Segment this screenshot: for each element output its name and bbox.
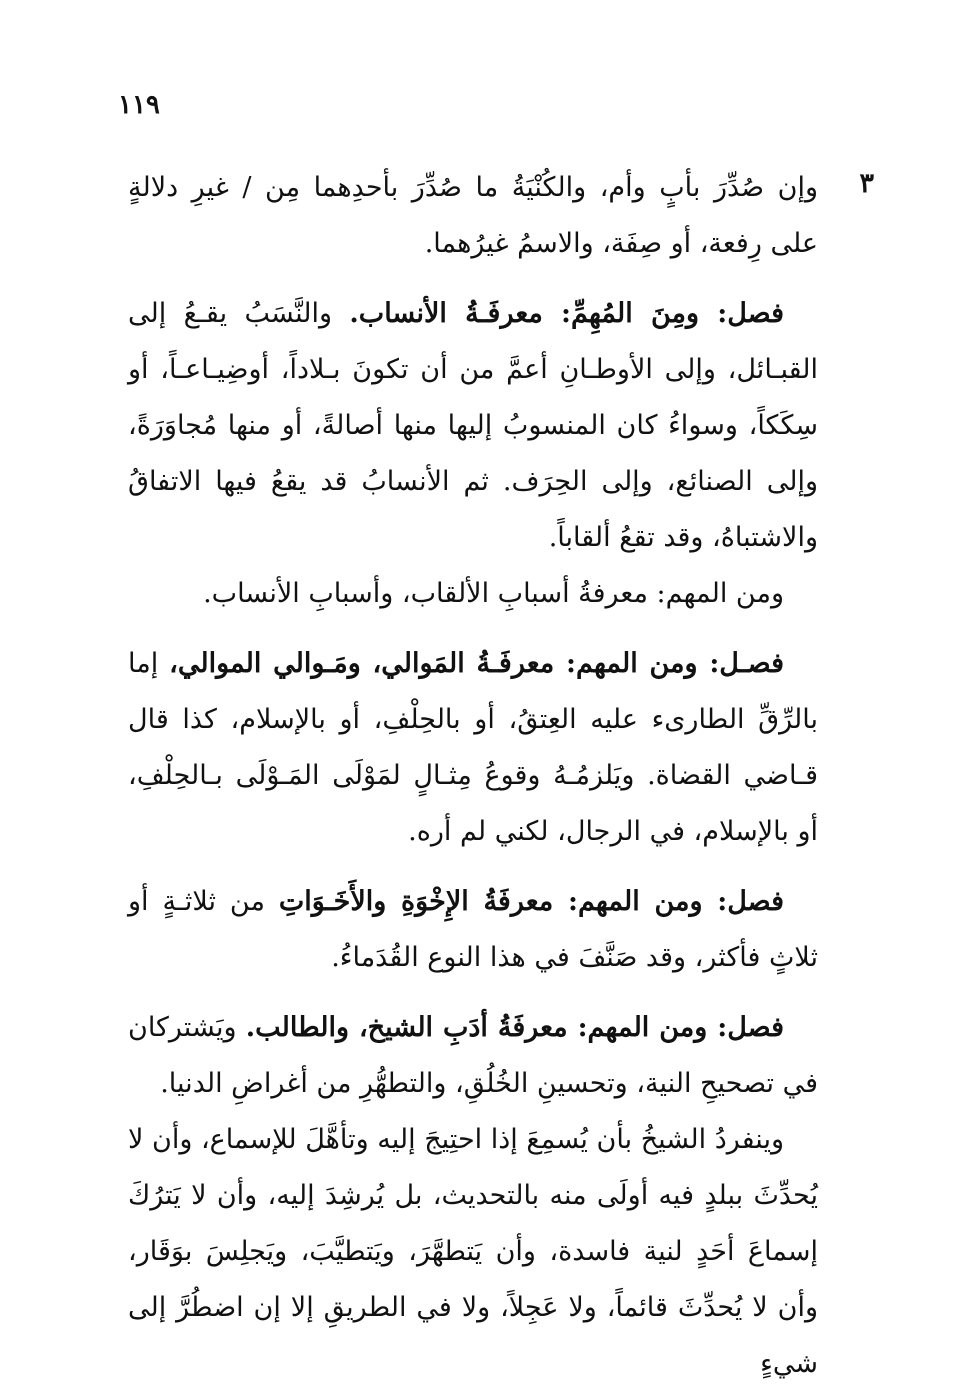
paragraph-ansab [128,286,818,566]
paragraph-mawali [128,636,818,860]
section-heading: فصل: ومِنَ المُهِمِّ: معرفَـةُ الأنساب. [349,298,784,329]
paragraph-text: ويَشتركان في تصحيحِ النية، وتحسينِ الخُلُقِ، والتطهُّرِ من أغراضِ الدنيا. [128,1012,818,1099]
page-number: ١١٩ [118,90,160,120]
margin-marker: ٣ [859,168,874,199]
paragraph-shaykh [128,1112,818,1392]
section-heading: فصل: ومن المهم: معرفَةُ الإِخْوَةِ والأَخَـوَاتِ [278,886,784,917]
main-text [128,160,818,1392]
paragraph-text: والنَّسَبُ يقـعُ إلى القبـائل، وإلى الأوطـانِ أعمَّ من أن تكونَ بـلاداً، أوضِيـاعـاً، أو سِكَكاً، وسواءُ كان المنسوبُ إليها منها أصالةً، أو منها مُجاوَرَةً، وإلى الصنائع، وإلى الحِرَف. ثم الأنسابُ قد يقعُ فيها الاتفاقُ والاشتباهُ، وقد تقعُ ألقاباً. [128,298,818,553]
paragraph-ikhwa [128,874,818,986]
paragraph-text: ومن المهم: معرفةُ أسبابِ الألقاب، وأسبابِ الأنساب. [203,578,784,609]
section-heading: فصـل: ومن المهم: معرفَـةُ المَوالي، ومَـوالي الموالي، [169,648,784,679]
paragraph-kunya [128,160,818,272]
paragraph-text: إما بالرِّقِّ الطارىء عليه العِتقُ، أو بالحِلْفِ، أو بالإسلام، كذا قال قـاضي القضاة. ويَلزمُـهُ وقوعُ مِثـالٍ لمَوْلَى المَـوْلَى بـالحِلْفِ، أو بالإسلام، في الرجال، لكني لم أره. [128,648,818,847]
paragraph-asbab [128,566,818,622]
paragraph-adab [128,1000,818,1112]
paragraph-text: من ثلاثـةٍ أو ثلاثٍ فأكثر، وقد صَنَّفَ في هذا النوع القُدَماءُ. [128,886,818,973]
paragraph-text: وإن صُدِّرَ بأبٍ وأم، والكُنْيَةُ ما صُدِّرَ بأحدِهما مِن / غيرِ دلالةٍ على رِفعة، أو صِفَة، والاسمُ غيرُهما. [128,172,818,259]
section-heading: فصل: ومن المهم: معرفَةُ أدَبِ الشيخ، والطالب. [245,1012,784,1043]
paragraph-text: وينفردُ الشيخُ بأن يُسمِعَ إذا احتِيجَ إليه وتأهَّلَ للإسماع، وأن لا يُحدِّثَ ببلدٍ فيه أولَى منه بالتحديث، بل يُرشِدَ إليه، وأن لا يَترُكَ إسماعَ أحَدٍ لنية فاسدة، وأن يَتطهَّرَ، ويَتطيَّبَ، ويَجلِسَ بوَقَار، وأن لا يُحدِّثَ قائماً، ولا عَجِلاً، ولا في الطريقِ إلا إن اضطُرَّ إلى شيءٍ [128,1124,818,1379]
